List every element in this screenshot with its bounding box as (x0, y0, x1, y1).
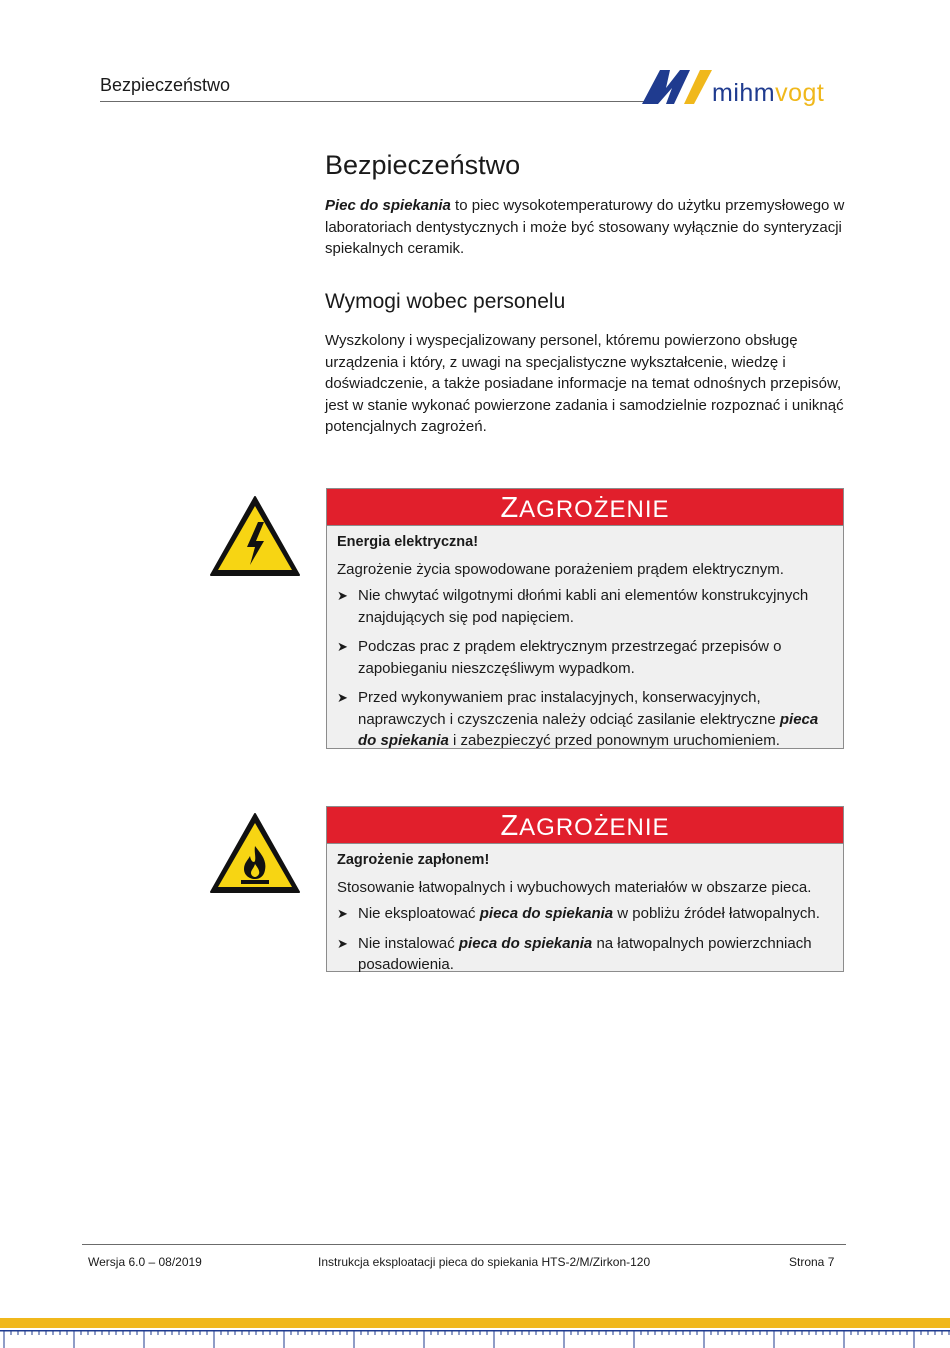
company-logo (640, 66, 868, 108)
arrow-bullet-icon: ➤ (337, 588, 348, 603)
personnel-heading: Wymogi wobec personelu (325, 290, 566, 313)
personnel-paragraph: Wyszkolony i wyspecjalizowany personel, któremu powierzono obsługę urządzenia i który, z uwagi na specjalistyczne wykształcenie, wiedzę i doświadczenie, a także posiadane informacje na temat odnośnych przepisów, jest w stanie wykonać powierzone zadania i samodzielnie rozpoznać i uniknąć potencjalnych zagrożeń. (325, 332, 844, 435)
danger-header (327, 489, 843, 526)
danger-description: Zagrożenie życia spowodowane porażeniem prądem elektrycznym. (337, 560, 784, 578)
logo-text-part1: mihm (712, 79, 776, 107)
danger-body (327, 844, 843, 990)
arrow-bullet-icon: ➤ (337, 906, 348, 921)
danger-instruction (337, 687, 833, 752)
arrow-bullet-icon: ➤ (337, 690, 348, 705)
logo-text-part2: vogt (775, 79, 825, 107)
danger-header-cap: Z (500, 492, 520, 524)
danger-header-rest: AGROŻENIE (519, 496, 670, 523)
danger-body (327, 526, 843, 766)
footer-document-title: Instrukcja eksploatacji pieca do spiekania HTS-2/M/Zirkon-120 (318, 1255, 651, 1269)
arrow-bullet-icon: ➤ (337, 639, 348, 654)
footer-page-number: Strona 7 (789, 1255, 835, 1269)
header-divider (100, 101, 645, 102)
instruction-text: Nie instalować (358, 934, 459, 952)
logo-mark-icon (640, 66, 715, 108)
instruction-text: i zabezpieczyć przed ponownym uruchomieniem. (448, 732, 780, 749)
instruction-product-name: pieca do spiekania (358, 710, 819, 749)
danger-instruction (337, 933, 833, 976)
instruction-text: na łatwopalnych powierzchniach posadowienia. (358, 934, 812, 973)
instruction-text: Podczas prac z prądem elektrycznym przestrzegać przepisów o zapobieganiu nieszczęśliwym wypadkom. (358, 638, 782, 677)
danger-header-rest: AGROŻENIE (519, 814, 670, 841)
footer-version: Wersja 6.0 – 08/2019 (88, 1255, 202, 1269)
decorative-ruler-strip (0, 1318, 950, 1348)
danger-subtitle: Zagrożenie zapłonem! (337, 852, 490, 868)
danger-header-cap: Z (500, 810, 520, 842)
instruction-text: Nie chwytać wilgotnymi dłońmi kabli ani elementów konstrukcyjnych znajdujących się pod napięciem. (358, 587, 809, 626)
footer-divider (82, 1244, 846, 1245)
instruction-text: Nie eksploatować (358, 905, 480, 922)
intro-text: to piec wysokotemperaturowy do użytku przemysłowego w laboratoriach dentystycznych i może być stosowany wyłącznie do synteryzacji spiekalnych ceramik. (325, 197, 845, 257)
danger-subtitle: Energia elektryczna! (337, 534, 479, 550)
danger-instruction (337, 636, 833, 679)
flammable-warning-icon (209, 812, 301, 894)
instruction-product-name: pieca do spiekania (479, 905, 614, 922)
arrow-bullet-icon: ➤ (337, 935, 348, 951)
danger-header (327, 807, 843, 844)
intro-product-name: Piec do spiekania (325, 197, 451, 214)
intro-paragraph (325, 195, 850, 260)
danger-box-electric (326, 488, 844, 749)
header-section-title: Bezpieczeństwo (100, 75, 231, 95)
instruction-text: w pobliżu źródeł łatwopalnych. (613, 905, 820, 922)
danger-box-fire (326, 806, 844, 972)
instruction-text: Przed wykonywaniem prac instalacyjnych, konserwacyjnych, naprawczych i czyszczenia należy odciąć zasilanie elektryczne (358, 689, 780, 728)
high-voltage-warning-icon (209, 495, 301, 577)
page-title: Bezpieczeństwo (325, 150, 521, 180)
instruction-product-name: pieca do spiekania (458, 934, 593, 952)
danger-description: Stosowanie łatwopalnych i wybuchowych materiałów w obszarze pieca. (337, 878, 812, 896)
logo-wordmark (712, 79, 824, 108)
danger-instruction (337, 903, 833, 925)
danger-instruction (337, 585, 833, 628)
